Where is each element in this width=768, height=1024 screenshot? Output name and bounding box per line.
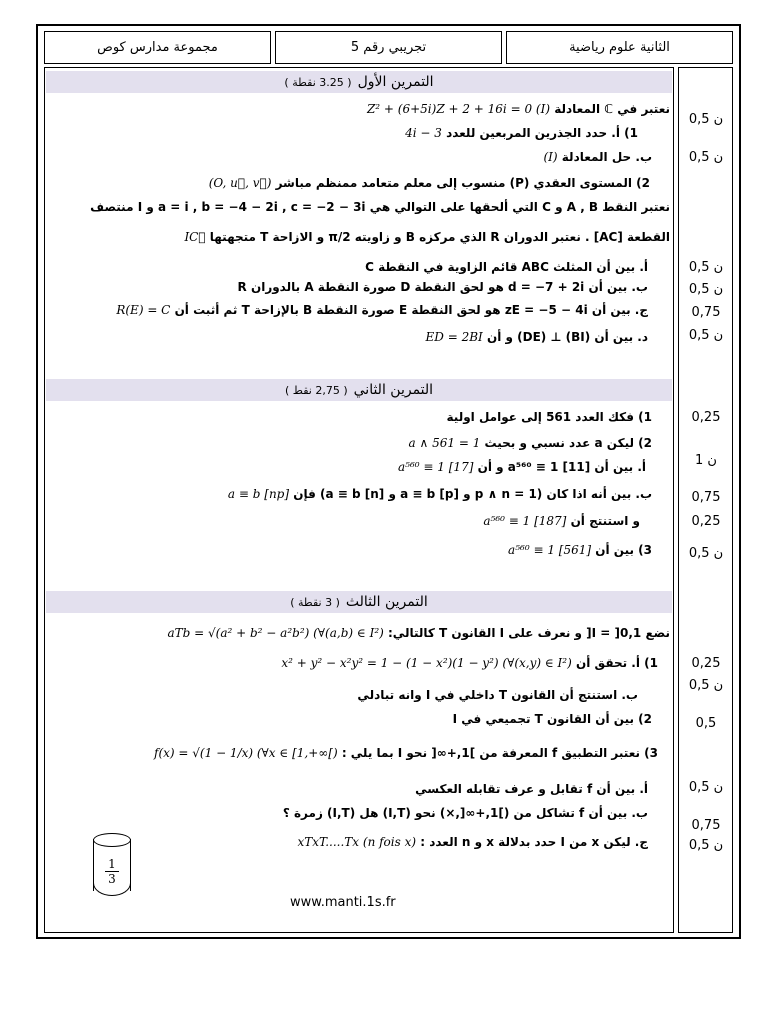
mark: 0,5 ن [688,328,724,343]
section-title [46,71,672,93]
cylinder-figure [93,833,131,897]
exercise-line: نضع I = ]0,1[ و نعرف على I القانون T كالتالي: aTb = √(a² + b² − a²b²) (∀(a,b) ∈ I²) [167,626,670,640]
header-title: تجريبي رقم 5 [275,31,502,64]
section-points: ( 3.25 نقطة ) [284,75,352,89]
section-points: ( 3 نقطة ) [290,595,340,609]
section-title [46,591,672,613]
exercise-line: 3) بين أن a⁵⁶⁰ ≡ 1 [561] [508,543,652,557]
exercise-line: 2) بين أن القانون T تجميعي في I [452,712,652,726]
fraction-numerator: 1 [105,857,119,872]
mark: 0,5 ن [688,546,724,561]
header-level: الثانية علوم رياضية [506,31,733,64]
mark: 0,75 [691,818,721,833]
section-name: التمرين الثاني [353,382,434,398]
mark: 0,5 ن [688,150,724,165]
mark: 0,5 ن [688,260,724,275]
mark: 0,5 ن [688,282,724,297]
exercise-line: أ. بين أن المثلث ABC قائم الزاوية في النقطة C [365,260,648,274]
exercise-line: ج. ليكن x من I حدد بدلالة x و n العدد : xTxT.....Tx (n fois x) [297,835,648,849]
mark: 1 ن [695,453,717,468]
exercise-line: 3) نعتبر التطبيق f المعرفة من ]1,+∞[ نحو I بما يلي : f(x) = √(1 − 1/x) (∀x ∈ [1,+∞[) [154,746,658,760]
exercise-line: 1) أ. تحقق أن x² + y² − x²y² = 1 − (1 − x²)(1 − y²) (∀(x,y) ∈ I²) [281,656,658,670]
footer-url: www.manti.1s.fr [290,895,396,910]
section-points: ( 2,75 نقط ) [284,383,348,397]
fraction-denominator: 3 [108,872,116,886]
mark: 0,5 [695,716,717,731]
exercise-line: د. بين أن (BI) ⊥ (DE) و أن ED = 2BI [425,330,648,344]
header-bar [44,31,733,64]
exercise-line: 1) أ. حدد الجذرين المربعين للعدد 3 − 4i [405,126,638,140]
mark: 0,75 [691,490,721,505]
exercise-line: أ. بين أن f تقابل و عرف تقابله العكسي [415,782,648,796]
mark: 0,75 [691,305,721,320]
exercise-line: ب. بين أن f تشاكل من (]1,+∞[,×) نحو (I,T) هل (I,T) زمرة ؟ [282,806,648,820]
exercise-line: 2) ليكن a عدد نسبي و بحيث a ∧ 561 = 1 [408,436,652,450]
exercise-line: و استنتج أن a⁵⁶⁰ ≡ 1 [187] [483,514,640,528]
mark: 0,25 [691,656,721,671]
exercise-line: 2) المستوى العقدي (P) منسوب إلى معلم متعامد ممنظم مباشر (O, u⃗, v⃗) [208,176,650,190]
mark: 0,5 ن [688,780,724,795]
exercise-line: ب. حل المعادلة (I) [543,150,652,164]
header-group: مجموعة مدارس كوص [44,31,271,64]
section-name: التمرين الثالث [345,594,428,610]
exercise-line: ج. بين أن zE = −5 − 4i هو لحق النقطة E صورة النقطة B بالإزاحة T ثم أثبت أن R(E) = C [116,303,648,317]
mark: 0,5 ن [688,838,724,853]
mark: 0,25 [691,410,721,425]
mark: 0,5 ن [688,112,724,127]
exercise-line: القطعة [AC] . نعتبر الدوران R الذي مركزه B و زاويته π/2 و الازاحة T متجهتها IC⃗ [184,230,670,244]
mark: 0,25 [691,514,721,529]
exercise-line: نعتبر في ℂ المعادلة (I) Z² + (6+5i)Z + 2 + 16i = 0 [366,102,670,116]
mark: 0,5 ن [688,678,724,693]
exercise-line: ب. بين أن d = −7 + 2i هو لحق النقطة D صورة النقطة A بالدوران R [237,280,648,294]
section-title [46,379,672,401]
section-name: التمرين الأول [357,74,434,90]
exercise-line: ب. استنتج أن القانون T داخلي في I وانه تبادلي [357,688,638,702]
exercise-line: 1) فكك العدد 561 إلى عوامل اولية [446,410,652,424]
exercise-line: نعتبر النقط A , B و C التي ألحقها على التوالي هي a = i , b = −4 − 2i , c = −2 − 3i و I منتصف [90,200,670,214]
exercise-line: أ. بين أن a⁵⁶⁰ ≡ 1 [11] و أن a⁵⁶⁰ ≡ 1 [17] [398,460,646,474]
exercise-line: ب. بين أنه اذا كان (p ∧ n = 1 و a ≡ b [p] و a ≡ b [n]) فإن a ≡ b [np] [227,487,652,501]
